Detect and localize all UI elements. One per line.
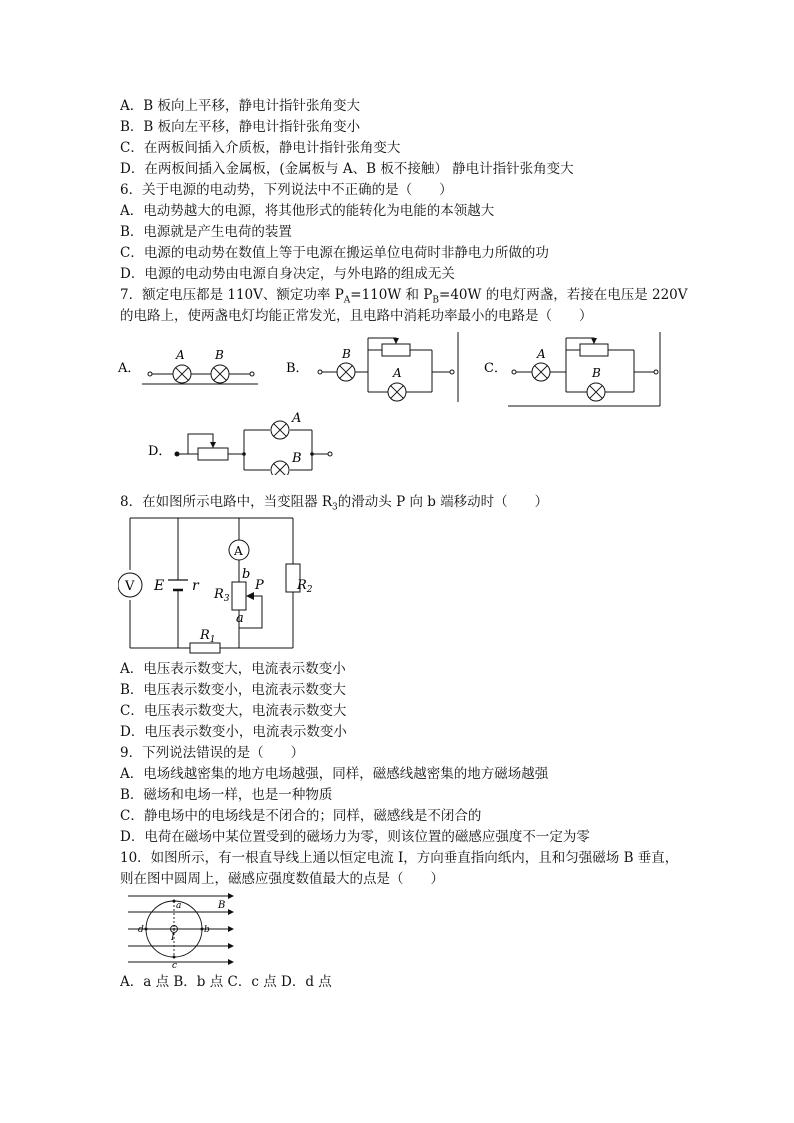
slider-arrow-icon xyxy=(246,592,254,600)
q6-option-a: A．电动势越大的电源，将其他形式的能转化为电能的本领越大 xyxy=(120,203,495,219)
slider-arrow-icon xyxy=(393,338,399,344)
q9-option-a: A．电场线越密集的地方电场越强，同样，磁感线越密集的地方磁场越强 xyxy=(120,766,549,782)
field-label: B xyxy=(218,900,226,911)
current-into-page-icon xyxy=(173,928,175,930)
q5-option-b: B．B 板向左平移，静电计指针张角变小 xyxy=(120,119,361,135)
lamp-b-label: B xyxy=(592,366,601,380)
q7-stem-text: =110W 和 P xyxy=(350,287,433,303)
lamp-icon xyxy=(211,365,229,383)
point-c-label: c xyxy=(172,961,178,970)
subscript-3: 3 xyxy=(332,502,338,513)
voltmeter-label: V xyxy=(125,579,135,594)
q7-circuit-a xyxy=(142,372,258,384)
current-label: I xyxy=(171,933,175,943)
q7-circuit-c xyxy=(508,332,660,406)
q8-option-c: C．电压表示数变大，电流表示数变大 xyxy=(120,703,347,719)
q7-option-a-label: A． xyxy=(118,361,141,376)
q10-field-figure xyxy=(120,888,240,970)
lamp-icon xyxy=(173,365,191,383)
q10-options: A．a 点 B．b 点 C．c 点 D．d 点 xyxy=(120,974,332,990)
q7-stem-line2: 的电路上，使两盏电灯均能正常发光，且电路中消耗功率最小的电路是（ ） xyxy=(120,308,593,324)
q6-option-d: D．电源的电动势由电源自身决定，与外电路的组成无关 xyxy=(120,266,455,282)
q6-option-c: C．电源的电动势在数值上等于电源在搬运单位电荷时非静电力所做的功 xyxy=(120,245,549,261)
lamp-a-label: A xyxy=(176,348,185,362)
terminal-dot xyxy=(175,452,179,456)
field-arrow-icons xyxy=(228,893,234,965)
slider-arrow-icon xyxy=(210,442,216,448)
q6-option-b: B．电源就是产生电荷的装置 xyxy=(120,224,292,240)
lamp-b-label: B xyxy=(342,347,351,361)
q6-stem: 6．关于电源的电动势，下列说法中不正确的是（ ） xyxy=(120,182,453,198)
q5-option-d: D．在两板间插入金属板，(金属板与 A、B 板不接触） 静电计指针张角变大 xyxy=(120,161,574,177)
slider-arrow-icon xyxy=(591,338,597,344)
q7-option-d-label: D． xyxy=(148,444,172,459)
subscript-b: B xyxy=(432,295,440,306)
lamp-a-label: A xyxy=(292,411,302,426)
q10-stem-line2: 则在图中圆周上，磁感应强度数值最大的点是（ ） xyxy=(120,871,444,887)
point-a-label: a xyxy=(176,901,182,911)
lamp-b-label: B xyxy=(215,348,224,362)
lamp-icon xyxy=(271,461,289,475)
terminal-b-label: b xyxy=(242,567,251,582)
lamp-b-label: B xyxy=(292,451,302,466)
q9-option-d: D．电荷在磁场中某位置受到的磁场力为零，则该位置的磁感应强度不一定为零 xyxy=(120,829,590,845)
q7-circuit-d xyxy=(175,430,332,470)
q8-option-b: B．电压表示数变小，电流表示数变大 xyxy=(120,682,346,698)
q7-stem-text: =40W 的电灯两盏，若接在电压是 220V xyxy=(439,287,688,303)
slider-p-label: P xyxy=(255,578,264,593)
q5-option-a: A．B 板向上平移，静电计指针张角变大 xyxy=(120,98,360,114)
q8-stem-text: 的滑动头 P 向 b 端移动时（ ） xyxy=(337,494,549,510)
q9-option-b: B．磁场和电场一样，也是一种物质 xyxy=(120,787,333,803)
q7-stem-text: 7．额定电压都是 110V、额定功率 P xyxy=(120,287,344,303)
q8-option-a: A．电压表示数变大，电流表示数变小 xyxy=(120,661,346,677)
q8-stem-text: 8．在如图所示电路中，当变阻器 R xyxy=(120,494,333,510)
lamp-icon xyxy=(337,363,355,381)
q7-circuits-figure xyxy=(110,330,670,475)
ammeter-label: A xyxy=(234,544,243,558)
point-c-dot xyxy=(173,956,176,959)
q9-option-c: C．静电场中的电场线是不闭合的；同样，磁感线是不闭合的 xyxy=(120,808,482,824)
emf-label: E xyxy=(154,578,165,594)
q7-option-c-label: C． xyxy=(484,361,507,376)
q10-stem-line1: 10．如图所示，有一根直导线上通以恒定电流 I，方向垂直指向纸内，且和匀强磁场 B 垂直， xyxy=(120,850,679,866)
r3-label: $R_3$ xyxy=(214,587,230,604)
point-b-label: b xyxy=(204,925,210,935)
lamp-icon xyxy=(388,383,406,401)
terminal-a-label: a xyxy=(236,611,244,626)
lamp-a-label: A xyxy=(537,347,546,361)
q9-stem: 9．下列说法错误的是（ ） xyxy=(120,745,305,761)
point-d-dot xyxy=(145,928,148,931)
lamp-icon xyxy=(532,363,550,381)
r1-label: $R_1$ xyxy=(200,628,216,645)
lamp-a-label: A xyxy=(393,366,402,380)
q8-circuit-figure xyxy=(118,512,313,660)
lamp-icon xyxy=(271,421,289,439)
lamp-icon xyxy=(587,383,605,401)
r2-label: $R_2$ xyxy=(297,578,313,595)
q8-option-d: D．电压表示数变小，电流表示数变小 xyxy=(120,724,347,740)
q7-option-b-label: B． xyxy=(286,361,309,376)
junction-dot xyxy=(242,452,246,456)
subscript-a: A xyxy=(343,295,351,306)
q5-option-c: C．在两板间插入介质板，静电计指针张角变大 xyxy=(120,140,401,156)
junction-dot xyxy=(310,452,314,456)
point-d-label: d xyxy=(138,925,144,935)
internal-resistance-label: r xyxy=(192,578,199,594)
